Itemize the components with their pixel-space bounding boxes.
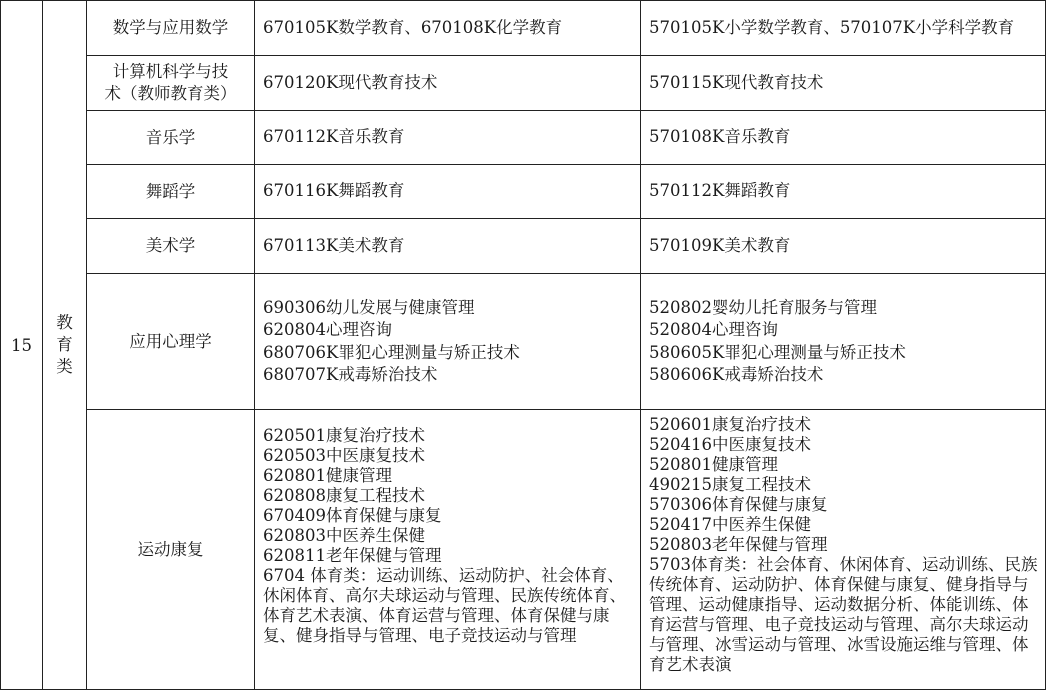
- program-item: 570108K音乐教育: [649, 127, 791, 147]
- program-item: 670113K美术教育: [263, 235, 405, 255]
- category-cell: [43, 1, 87, 690]
- row-number: 15: [1, 1, 43, 690]
- program-item: 670120K现代教育技术: [263, 72, 438, 92]
- program-item: 620811老年保健与管理: [263, 546, 442, 565]
- program-item: 490215康复工程技术: [649, 475, 811, 494]
- vocational-undergrad-cell: [255, 274, 641, 410]
- higher-vocational-cell: [641, 410, 1046, 690]
- table-row: [1, 165, 1046, 219]
- major-name: 美术学: [87, 219, 255, 274]
- program-item: 620801健康管理: [263, 466, 392, 485]
- major-name: 应用心理学: [87, 274, 255, 410]
- vocational-undergrad-cell: [255, 56, 641, 111]
- major-name: [87, 56, 255, 111]
- vocational-undergrad-cell: [255, 410, 641, 690]
- program-item: 620808康复工程技术: [263, 486, 425, 505]
- table-row: [1, 410, 1046, 690]
- higher-vocational-cell: [641, 111, 1046, 165]
- higher-vocational-cell: [641, 219, 1046, 274]
- program-item: 620501康复治疗技术: [263, 426, 425, 445]
- major-name: 数学与应用数学: [87, 1, 255, 56]
- higher-vocational-cell: [641, 56, 1046, 111]
- table-row: [1, 56, 1046, 111]
- program-item: 620503中医康复技术: [263, 446, 425, 465]
- program-item: 520416中医康复技术: [649, 435, 811, 454]
- vocational-undergrad-cell: [255, 219, 641, 274]
- program-item: 670105K数学教育、670108K化学教育: [263, 17, 563, 37]
- program-item: 570112K舞蹈教育: [649, 181, 791, 201]
- program-item: 520801健康管理: [649, 455, 778, 474]
- major-name-line: 术（教师教育类）: [104, 84, 237, 103]
- program-item: 670409体育保健与康复: [263, 506, 442, 525]
- program-item: 570105K小学数学教育、570107K小学科学教育: [649, 17, 1015, 37]
- higher-vocational-cell: [641, 274, 1046, 410]
- higher-vocational-cell: [641, 165, 1046, 219]
- category-label: 教育类: [56, 313, 73, 376]
- table-row: [1, 111, 1046, 165]
- program-item: 520802婴幼儿托育服务与管理: [649, 297, 877, 317]
- program-item: 570109K美术教育: [649, 235, 791, 255]
- program-item: 680707K戒毒矫治技术: [263, 365, 438, 384]
- program-item: 520417中医养生保健: [649, 515, 811, 534]
- program-item: 580606K戒毒矫治技术: [649, 365, 824, 384]
- table-row: [1, 274, 1046, 410]
- higher-vocational-cell: [641, 1, 1046, 56]
- program-category-text: 6704 体育类：运动训练、运动防护、社会体育、休闲体育、高尔夫球运动与管理、民族传统体育、体育艺术表演、体育运营与管理、体育保健与康复、健身指导与管理、电子竞技运动与管理: [263, 566, 626, 645]
- program-item: 570115K现代教育技术: [649, 72, 824, 92]
- program-item: 680706K罪犯心理测量与矫正技术: [263, 342, 520, 362]
- program-item: 620803中医养生保健: [263, 526, 425, 545]
- major-name: 音乐学: [87, 111, 255, 165]
- program-item: 570306体育保健与康复: [649, 495, 828, 514]
- table-row: [1, 219, 1046, 274]
- program-item: 620804心理咨询: [263, 320, 392, 339]
- program-item: 690306幼儿发展与健康管理: [263, 297, 475, 317]
- program-item: 670116K舞蹈教育: [263, 181, 405, 201]
- vocational-undergrad-cell: [255, 1, 641, 56]
- program-item: 670112K音乐教育: [263, 127, 405, 147]
- vocational-undergrad-cell: [255, 165, 641, 219]
- major-name: 舞蹈学: [87, 165, 255, 219]
- program-item: 520803老年保健与管理: [649, 535, 828, 554]
- table-row: [1, 1, 1046, 56]
- program-category-text: 5703体育类：社会体育、休闲体育、运动训练、民族传统体育、运动防护、体育保健与康复、健身指导与管理、运动健康指导、运动数据分析、体能训练、体育运营与管理、电子竞技运动与管理、高尔夫球运动与管理、冰雪运动与管理、冰雪设施运维与管理、体育艺术表演: [649, 555, 1038, 674]
- major-name-line: 计算机科学与技: [112, 62, 229, 81]
- major-name: 运动康复: [87, 410, 255, 690]
- vocational-undergrad-cell: [255, 111, 641, 165]
- program-item: 520601康复治疗技术: [649, 415, 811, 434]
- program-item: 580605K罪犯心理测量与矫正技术: [649, 342, 906, 362]
- program-item: 520804心理咨询: [649, 320, 778, 339]
